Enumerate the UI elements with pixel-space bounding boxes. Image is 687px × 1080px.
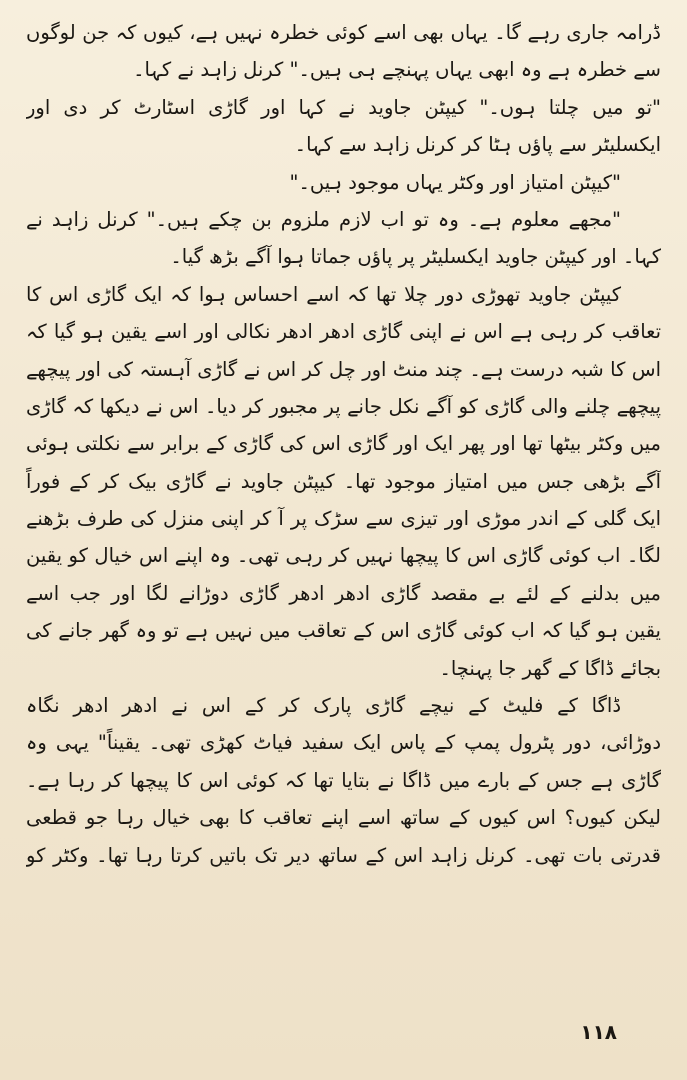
text-line: "تو میں چلتا ہوں۔" کیپٹن جاوید نے کہا اور گاڑی اسٹارٹ کر دی اور — [26, 95, 661, 119]
text-line: دوڑائی، دور پٹرول پمپ کے پاس ایک سفید فیاٹ کھڑی تھی۔ یقیناً" یہی وہ — [26, 731, 661, 755]
text-line: لیکن کیوں؟ اس کیوں کے ساتھ اسے اپنے تعاقب کا بھی خیال رہا جو قطعی — [26, 806, 661, 830]
text-line: تعاقب کر رہی ہے اس نے اپنی گاڑی ادھر ادھر نکالی اور اسے یقین ہو گیا کہ — [26, 320, 661, 344]
text-line: ڈاگا کے فلیٹ کے نیچے گاڑی پارک کر کے اس نے ادھر ادھر نگاہ — [26, 694, 621, 718]
text-line: کہا۔ اور کیپٹن جاوید ایکسلیٹر پر پاؤں جماتا ہوا آگے بڑھ گیا۔ — [170, 245, 661, 269]
text-line: کیپٹن جاوید تھوڑی دور چلا تھا کہ اسے احساس ہوا کہ ایک گاڑی اس کا — [26, 282, 621, 306]
text-line: ایک گلی کے اندر موڑی اور تیزی سے سڑک پر آ کر اپنی منزل کی طرف بڑھنے — [26, 507, 661, 531]
text-line: ڈرامہ جاری رہے گا۔ یہاں بھی اسے کوئی خطرہ نہیں ہے، کیوں کہ جن لوگوں — [26, 21, 661, 44]
text-line: میں وکٹر بیٹھا تھا اور پھر ایک اور گاڑی اس کی گاڑی کے برابر سے نکلتی ہوئی — [26, 432, 661, 456]
text-line: سے خطرہ ہے وہ ابھی یہاں پہنچے ہی ہیں۔" کرنل زاہد نے کہا۔ — [133, 58, 661, 82]
text-line: ایکسلیٹر سے پاؤں ہٹا کر کرنل زاہد سے کہا۔ — [294, 133, 661, 157]
text-line: پیچھے چلنے والی گاڑی کو آگے نکل جانے پر مجبور کر دیا۔ اس نے دیکھا کہ گاڑی — [26, 394, 661, 418]
text-line: گاڑی ہے جس کے بارے میں ڈاگا نے بتایا تھا کہ کوئی اس کا پیچھا کر رہا ہے۔ — [26, 768, 661, 792]
text-line: "مجھے معلوم ہے۔ وہ تو اب لازم ملزوم بن چکے ہیں۔" کرنل زاہد نے — [26, 207, 621, 231]
text-line: میں بدلنے کے لئے بے مقصد گاڑی ادھر ادھر گاڑی دوڑانے لگا اور جب اسے — [26, 581, 661, 605]
text-line: لگا۔ اب کوئی گاڑی اس کا پیچھا نہیں کر رہی تھی۔ وہ اپنے اس خیال کو یقین — [26, 544, 661, 568]
text-line: "کیپٹن امتیاز اور وکٹر یہاں موجود ہیں۔" — [289, 170, 621, 194]
page-number: ۱۱۸ — [580, 1020, 617, 1044]
text-line: آگے بڑھی جس میں امتیاز موجود تھا۔ کیپٹن جاوید نے گاڑی بیک کر کے فوراً — [26, 469, 661, 493]
text-line: یقین ہو گیا کہ اب کوئی گاڑی اس کے تعاقب میں نہیں ہے تو وہ گھر جانے کی — [26, 619, 661, 643]
page-text — [26, 14, 661, 874]
text-line: قدرتی بات تھی۔ کرنل زاہد اس کے ساتھ دیر تک باتیں کرتا رہا تھا۔ وکٹر کو — [26, 843, 661, 867]
text-line: اس کا شبہ درست ہے۔ چند منٹ اور چل کر اس نے گاڑی آہستہ کی اور پیچھے — [26, 357, 661, 381]
text-line: بجائے ڈاگا کے گھر جا پہنچا۔ — [439, 656, 661, 680]
